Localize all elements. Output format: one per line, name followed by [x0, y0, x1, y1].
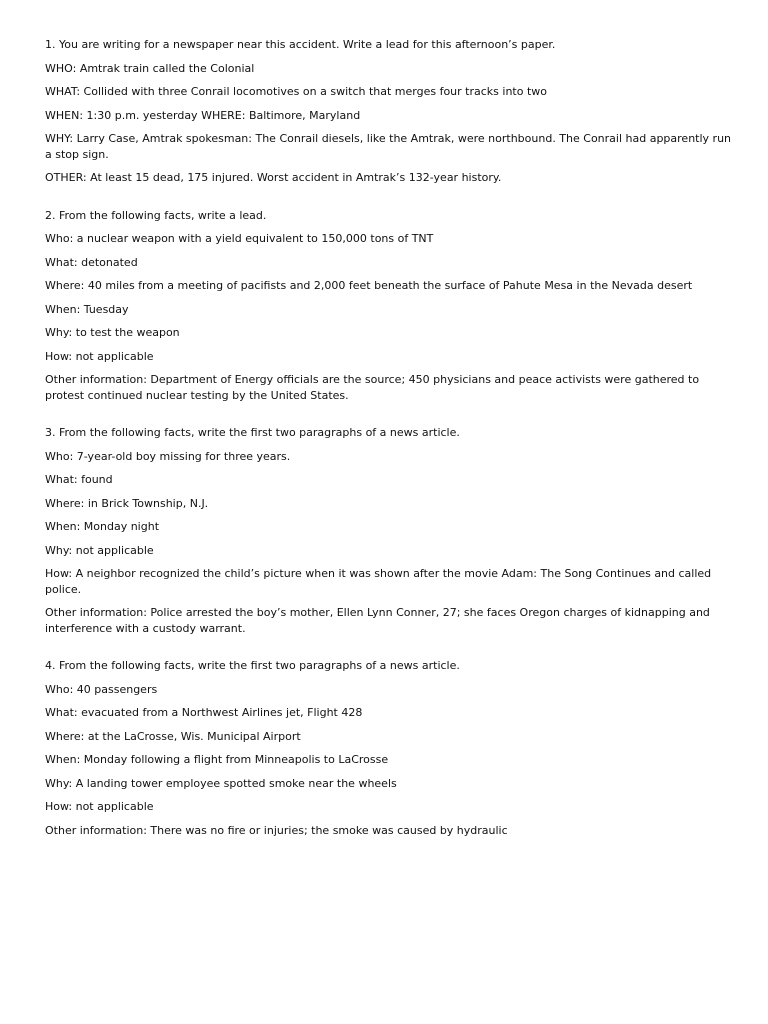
fact-when-where: WHEN: 1:30 p.m. yesterday WHERE: Baltimore, Maryland [45, 108, 361, 122]
fact-what: What: detonated [45, 255, 138, 269]
fact-how: How: A neighbor recognized the child’s picture when it was shown after the movie Adam: The Song Continues and called police. [45, 567, 712, 596]
fact-when: When: Monday following a flight from Minneapolis to LaCrosse [45, 753, 389, 766]
exercise-prompt: 3. From the following facts, write the first two paragraphs of a news article. [45, 426, 460, 439]
fact-who: Who: 7-year-old boy missing for three years. [45, 449, 291, 463]
fact-why: Why: to test the weapon [45, 326, 180, 339]
document-page [45, 37, 735, 846]
fact-when: When: Tuesday [45, 302, 129, 316]
fact-what: What: evacuated from a Northwest Airlines jet, Flight 428 [45, 706, 363, 719]
fact-who: WHO: Amtrak train called the Colonial [45, 61, 255, 75]
exercise-prompt: 2. From the following facts, write a lead. [45, 208, 267, 222]
exercise-1 [45, 37, 735, 186]
fact-where: Where: in Brick Township, N.J. [45, 496, 209, 510]
fact-when: When: Monday night [45, 520, 160, 533]
fact-what: WHAT: Collided with three Conrail locomotives on a switch that merges four tracks into two [45, 85, 548, 98]
exercise-prompt: 1. You are writing for a newspaper near this accident. Write a lead for this afternoon’s paper. [45, 38, 556, 51]
fact-how: How: not applicable [45, 800, 154, 813]
exercise-2 [45, 208, 735, 404]
fact-other: Other information: Department of Energy officials are the source; 450 physicians and peace activists were gathered to protest continued nuclear testing by the United States. [45, 373, 700, 402]
exercise-4 [45, 658, 735, 838]
exercise-3 [45, 425, 735, 636]
fact-where: Where: at the LaCrosse, Wis. Municipal Airport [45, 729, 301, 743]
exercise-prompt: 4. From the following facts, write the first two paragraphs of a news article. [45, 659, 460, 672]
fact-what: What: found [45, 473, 113, 486]
fact-who: Who: 40 passengers [45, 682, 158, 696]
fact-other: Other information: Police arrested the boy’s mother, Ellen Lynn Conner, 27; she faces Oregon charges of kidnapping and interference with a custody warrant. [45, 606, 710, 635]
fact-why: WHY: Larry Case, Amtrak spokesman: The Conrail diesels, like the Amtrak, were northbound. The Conrail had apparently run a stop sign. [45, 132, 732, 161]
fact-why: Why: A landing tower employee spotted smoke near the wheels [45, 776, 397, 790]
fact-other: Other information: There was no fire or injuries; the smoke was caused by hydraulic [45, 823, 508, 837]
fact-where: Where: 40 miles from a meeting of pacifists and 2,000 feet beneath the surface of Pahute Mesa in the Nevada desert [45, 279, 693, 292]
fact-other: OTHER: At least 15 dead, 175 injured. Worst accident in Amtrak’s 132-year history. [45, 171, 502, 184]
fact-how: How: not applicable [45, 349, 154, 363]
fact-who: Who: a nuclear weapon with a yield equivalent to 150,000 tons of TNT [45, 232, 434, 245]
fact-why: Why: not applicable [45, 543, 154, 557]
